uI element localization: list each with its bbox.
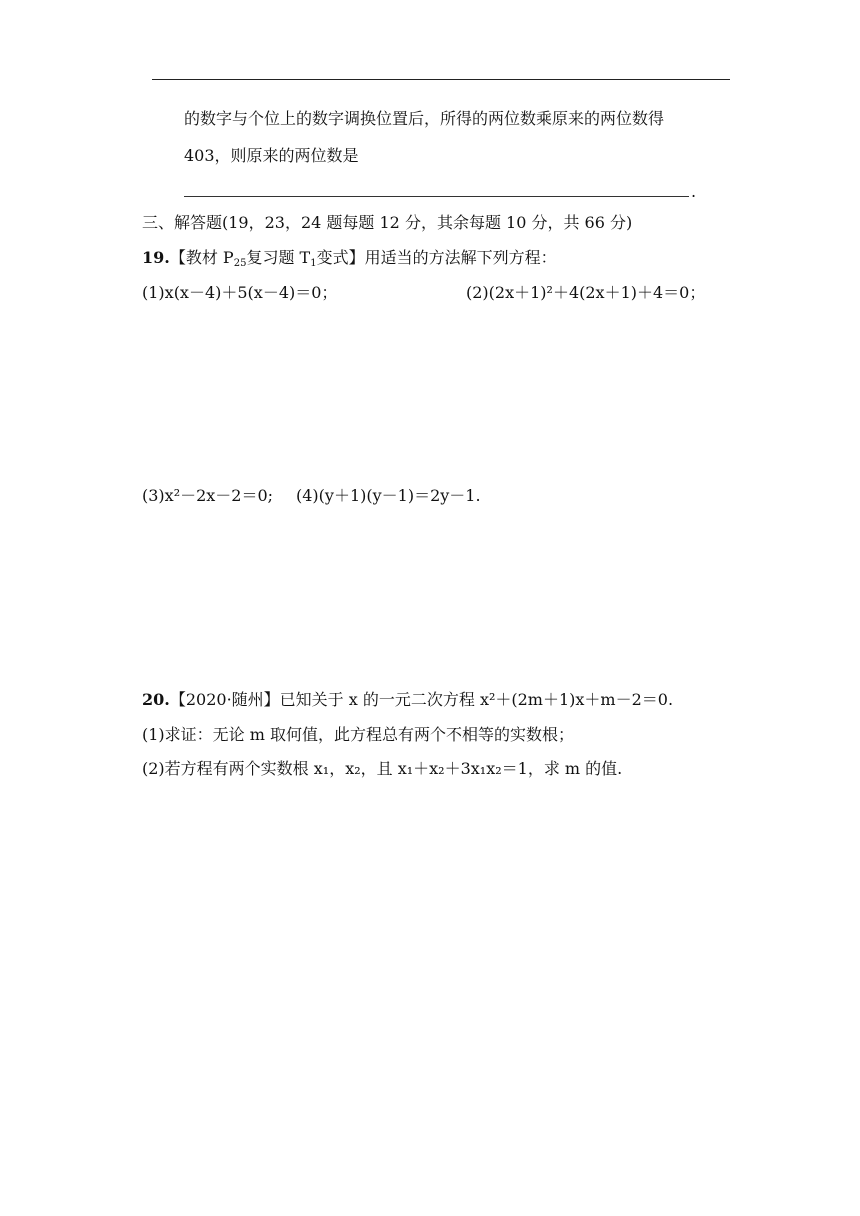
q20-part-1: (1)求证：无论 m 取何值，此方程总有两个不相等的实数根； <box>142 725 575 744</box>
q19-part-4: (4)(y＋1)(y－1)＝2y－1. <box>296 486 481 505</box>
continuation-line-1: 的数字与个位上的数字调换位置后，所得的两位数乘原来的两位数得 <box>184 109 665 128</box>
continuation-line-2: 403，则原来的两位数是 <box>184 146 359 165</box>
q20-stem: 已知关于 x 的一元二次方程 x²＋(2m＋1)x＋m－2＝0. <box>279 690 674 709</box>
q19-tag-mid: 复习题 T <box>246 248 311 267</box>
section-3-heading: 三、解答题(19，23，24 题每题 12 分，其余每题 10 分，共 66 分) <box>142 213 633 232</box>
q19-tag-t-sub: 1 <box>310 258 317 269</box>
q19-tag-text: 【教材 P <box>169 248 234 267</box>
q20-number-dot: . <box>164 690 170 709</box>
q19-tag-page-sub: 25 <box>233 258 247 269</box>
q19-part-2: (2)(2x＋1)²＋4(2x＋1)＋4＝0； <box>466 283 706 302</box>
q19-tag-end: 变式】 <box>316 248 365 267</box>
answer-blank[interactable] <box>184 196 689 197</box>
q19-prompt: 用适当的方法解下列方程： <box>364 248 557 267</box>
q20-number: 20 <box>142 690 165 709</box>
q20-header <box>142 689 673 711</box>
header-rule <box>152 79 730 80</box>
q20-part-2: (2)若方程有两个实数根 x₁，x₂，且 x₁＋x₂＋3x₁x₂＝1，求 m 的值. <box>142 759 623 778</box>
q19-number: 19 <box>142 248 165 267</box>
q19-header <box>142 247 557 269</box>
q19-part-3: (3)x²－2x－2＝0; <box>142 486 274 505</box>
q20-tag: 【2020·随州】 <box>169 690 280 709</box>
answer-blank-period: . <box>691 182 697 201</box>
q19-part-1: (1)x(x－4)＋5(x－4)＝0； <box>142 283 338 302</box>
q19-number-dot: . <box>164 248 170 267</box>
